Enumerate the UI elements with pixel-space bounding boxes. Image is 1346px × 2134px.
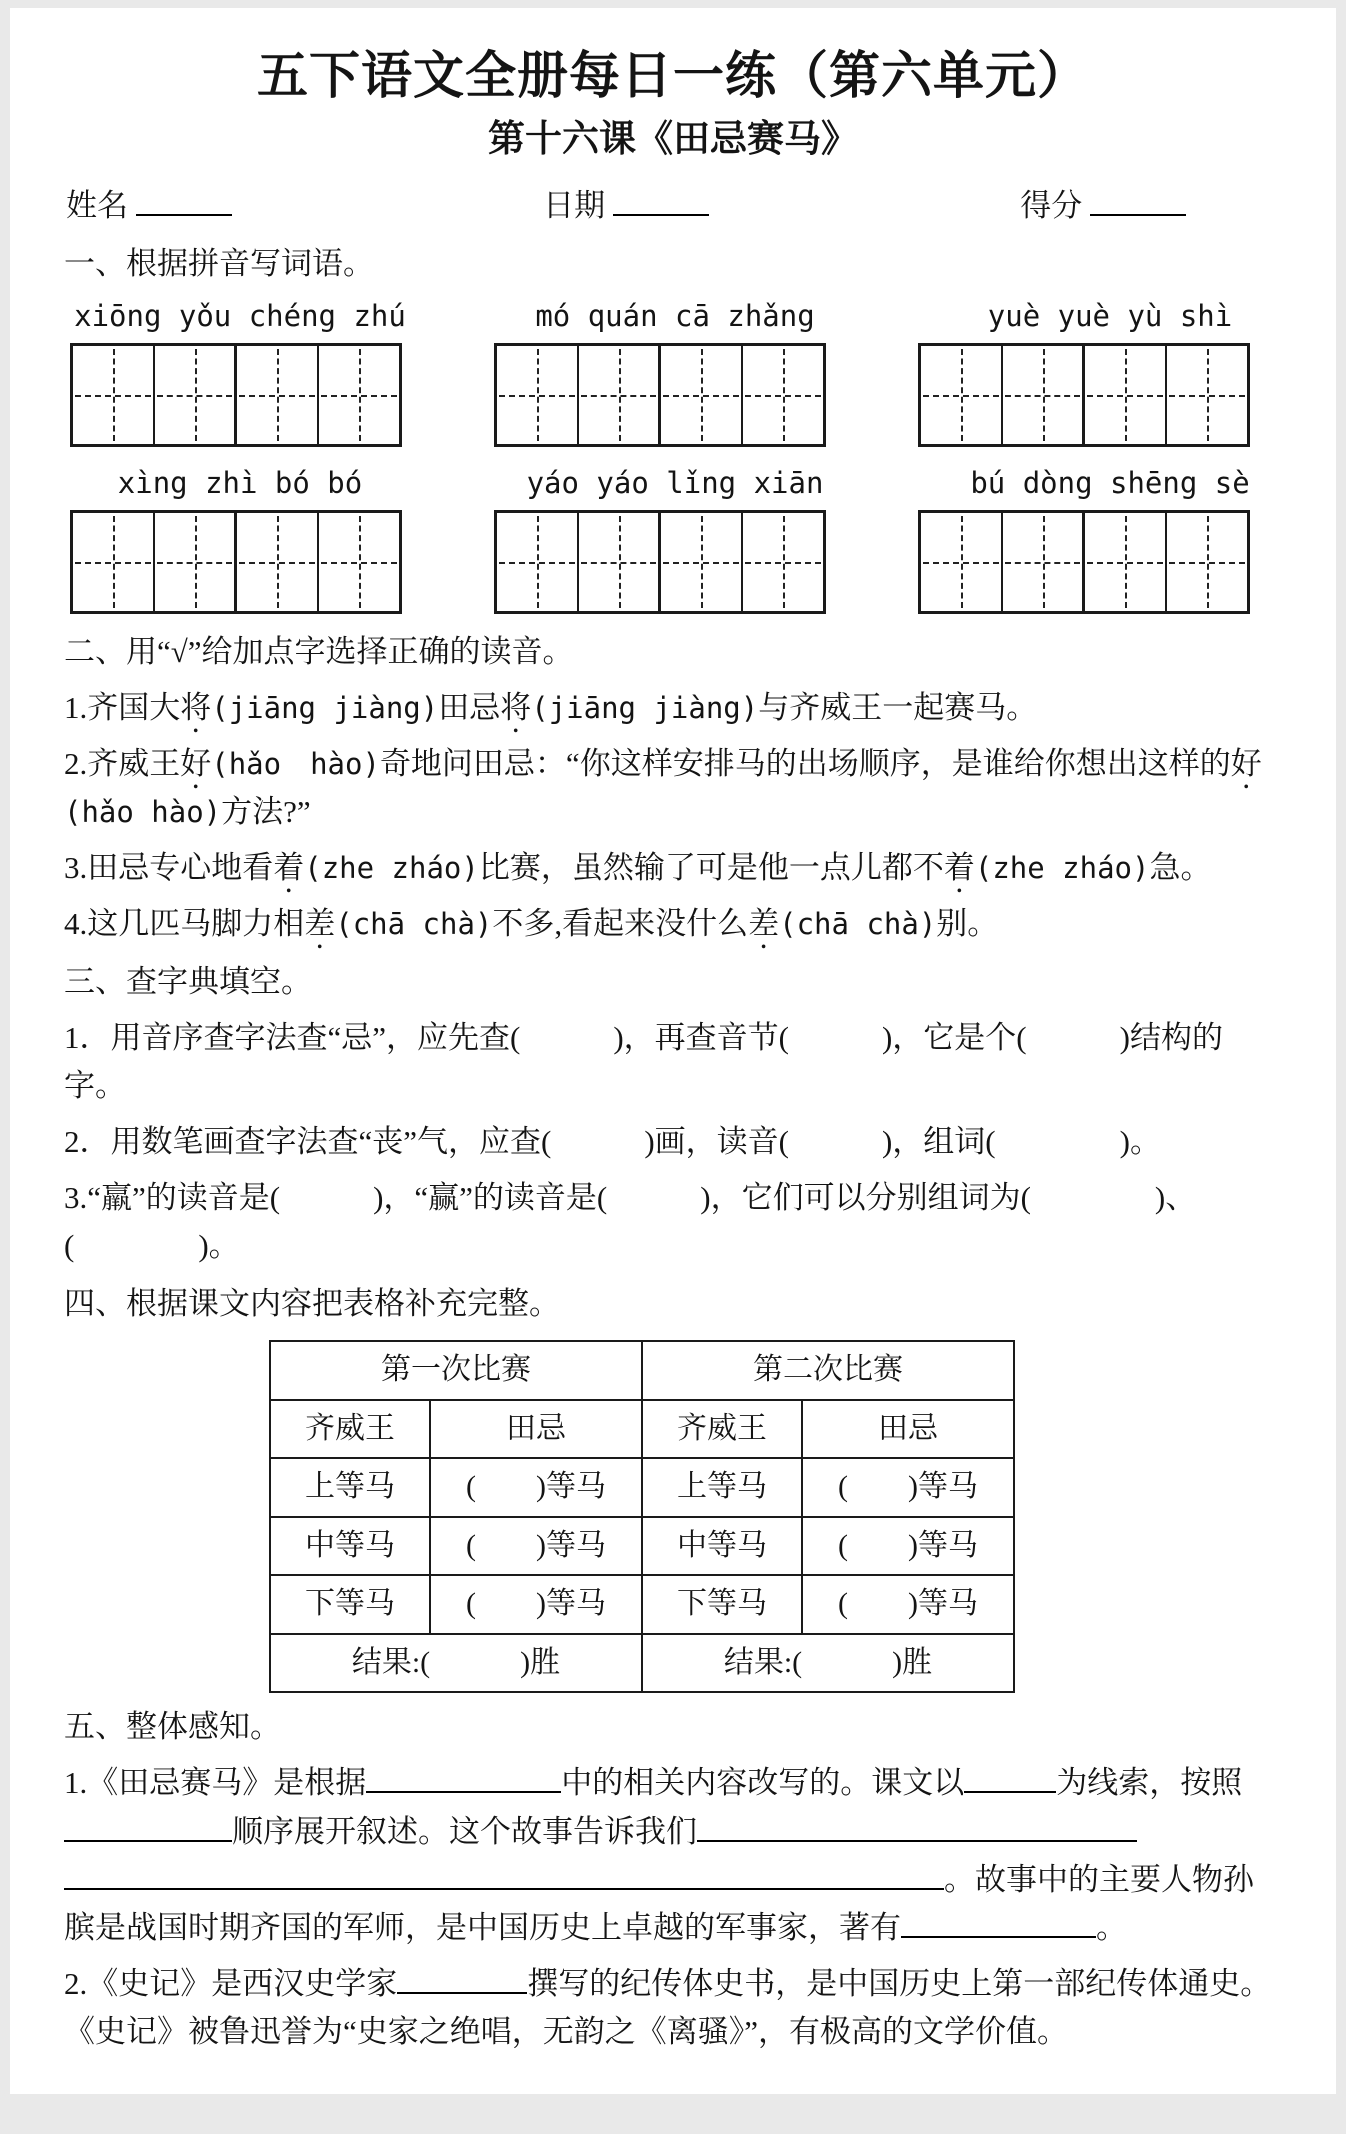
column-header-row bbox=[270, 1400, 1014, 1459]
pinyin-choice: (chā chà) bbox=[335, 907, 493, 942]
table-row bbox=[270, 1575, 1014, 1634]
worksheet-page bbox=[10, 8, 1336, 2094]
dictionary-item: 2．用数笔画查字法查“丧”气，应查( )画，读音( )，组词( )。 bbox=[64, 1124, 1161, 1160]
writing-grid-row bbox=[64, 510, 1282, 614]
writing-cell bbox=[496, 345, 578, 445]
result-row bbox=[270, 1634, 1014, 1693]
pinyin-choice: (zhe zháo) bbox=[304, 851, 479, 885]
blank-line bbox=[64, 1808, 232, 1842]
blank-line bbox=[366, 1760, 561, 1794]
horse-cell: ( )等马 bbox=[802, 1517, 1014, 1576]
section1-heading: 一、根据拼音写词语。 bbox=[64, 245, 374, 281]
writing-cell bbox=[742, 512, 824, 612]
writing-grid bbox=[494, 343, 826, 447]
writing-grid-row bbox=[64, 343, 1282, 447]
blank-line bbox=[697, 1808, 1137, 1842]
column-header-cell: 田忌 bbox=[802, 1400, 1014, 1459]
section-dictionary-body bbox=[64, 1014, 1282, 1270]
pinyin-row bbox=[64, 294, 1282, 339]
emphasized-char: 着 bbox=[273, 850, 305, 885]
pinyin-label: xiōng yǒu chéng zhú bbox=[74, 298, 406, 333]
horse-cell: 上等马 bbox=[270, 1458, 430, 1517]
section5-heading: 五、整体感知。 bbox=[64, 1709, 281, 1745]
text-run: 2.齐威王 bbox=[64, 745, 181, 781]
text-run: 田忌 bbox=[438, 689, 501, 725]
date-blank-line bbox=[613, 182, 709, 216]
writing-grid bbox=[70, 343, 402, 447]
pinyin-choice: (hǎo hào) bbox=[64, 794, 222, 829]
name-label: 姓名 bbox=[66, 187, 128, 223]
comprehension-item bbox=[64, 1960, 1282, 2056]
horse-cell: ( )等马 bbox=[430, 1517, 642, 1576]
name-blank-line bbox=[136, 182, 232, 216]
name-field bbox=[66, 182, 232, 230]
writing-cell bbox=[578, 345, 660, 445]
writing-cell bbox=[318, 345, 400, 445]
text-run: 2.《史记》是西汉史学家 bbox=[64, 1965, 398, 2001]
pinyin-choice: (chā chà) bbox=[779, 907, 937, 942]
text-run: 顺序展开叙述。这个故事告诉我们 bbox=[232, 1813, 697, 1849]
horse-cell: 上等马 bbox=[642, 1458, 802, 1517]
writing-cell bbox=[72, 345, 154, 445]
pronunciation-item bbox=[64, 900, 1282, 948]
writing-cell bbox=[1166, 345, 1248, 445]
race-header-cell: 第一次比赛 bbox=[270, 1341, 642, 1400]
pinyin-choice: (zhe zháo) bbox=[974, 851, 1150, 885]
blank-line bbox=[964, 1760, 1056, 1794]
text-run: 撰写的纪传体史书，是中国历史上第一部纪传体通史。《史记》被鲁迅誉为“史家之绝唱，无韵之《离骚》”，有极高的文学价值。 bbox=[64, 1965, 1272, 2049]
section-comprehension-body bbox=[64, 1759, 1282, 2055]
pinyin-label: bú dòng shēng sè bbox=[970, 465, 1250, 500]
section-pronunciation-body bbox=[64, 684, 1282, 948]
text-run: 。 bbox=[1096, 1909, 1127, 1945]
writing-grid bbox=[918, 510, 1250, 614]
text-run: 与齐威王一起赛马。 bbox=[758, 689, 1038, 725]
horse-cell: ( )等马 bbox=[802, 1458, 1014, 1517]
blank-line bbox=[64, 1856, 944, 1890]
text-run: 奇地问田忌：“你这样安排马的出场顺序，是谁给你想出这样的 bbox=[379, 745, 1231, 781]
pronunciation-item bbox=[64, 684, 1282, 732]
emphasized-char: 着 bbox=[943, 850, 975, 885]
section4-heading: 四、根据课文内容把表格补充完整。 bbox=[64, 1286, 560, 1322]
writing-cell bbox=[154, 512, 236, 612]
writing-cell bbox=[1166, 512, 1248, 612]
race-table bbox=[269, 1340, 1015, 1693]
pinyin-label: mó quán cā zhǎng bbox=[535, 298, 815, 333]
pinyin-label: xìng zhì bó bó bbox=[117, 465, 363, 500]
date-label: 日期 bbox=[543, 187, 606, 223]
pinyin-choice: (hǎo hào) bbox=[211, 746, 380, 781]
horse-cell: 下等马 bbox=[270, 1575, 430, 1634]
writing-grid bbox=[918, 343, 1250, 447]
text-run: 4.这几匹马脚力相 bbox=[64, 906, 305, 942]
writing-grid bbox=[494, 510, 826, 614]
horse-cell: ( )等马 bbox=[430, 1575, 642, 1634]
score-blank-line bbox=[1090, 182, 1186, 216]
horse-cell: 中等马 bbox=[642, 1517, 802, 1576]
text-run: 比赛，虽然输了可是他一点儿都不 bbox=[478, 850, 944, 885]
writing-cell bbox=[1002, 512, 1084, 612]
race-header-row bbox=[270, 1341, 1014, 1400]
writing-cell bbox=[236, 345, 318, 445]
score-label: 得分 bbox=[1020, 187, 1083, 223]
date-field bbox=[543, 182, 709, 230]
dictionary-item: 3.“羸”的读音是( )，“赢”的读音是( )，它们可以分别组词为( )、( )。 bbox=[64, 1180, 1197, 1264]
blank-line bbox=[901, 1904, 1096, 1938]
horse-cell: ( )等马 bbox=[430, 1458, 642, 1517]
writing-cell bbox=[318, 512, 400, 612]
emphasized-char: 将 bbox=[180, 689, 212, 725]
dictionary-item: 1．用音序查字法查“忌”，应先查( )，再查音节( )，它是个( )结构的字。 bbox=[64, 1020, 1223, 1104]
emphasized-char: 将 bbox=[500, 689, 532, 725]
pronunciation-item bbox=[64, 740, 1282, 836]
text-run: 。故事中的主要人物孙膑是战国时期齐国的军师，是中国历史上卓越的军事家，著有 bbox=[64, 1861, 1254, 1945]
writing-cell bbox=[742, 345, 824, 445]
comprehension-item bbox=[64, 1759, 1282, 1951]
pinyin-label: yáo yáo lǐng xiān bbox=[526, 465, 824, 500]
page-title: 五下语文全册每日一练（第六单元） bbox=[256, 49, 1089, 105]
writing-cell bbox=[72, 512, 154, 612]
table-row bbox=[270, 1517, 1014, 1576]
writing-cell bbox=[236, 512, 318, 612]
column-header-cell: 齐威王 bbox=[642, 1400, 802, 1459]
writing-cell bbox=[154, 345, 236, 445]
pinyin-label: yuè yuè yù shì bbox=[987, 298, 1233, 333]
section-pinyin-body bbox=[64, 294, 1282, 614]
writing-cell bbox=[1084, 512, 1166, 612]
text-run: 急。 bbox=[1149, 850, 1212, 885]
emphasized-char: 好 bbox=[180, 745, 212, 781]
emphasized-char: 差 bbox=[748, 906, 780, 942]
horse-cell: 中等马 bbox=[270, 1517, 430, 1576]
column-header-cell: 田忌 bbox=[430, 1400, 642, 1459]
result-cell: 结果:( )胜 bbox=[270, 1634, 642, 1693]
text-run: 3.田忌专心地看 bbox=[64, 850, 274, 885]
writing-grid bbox=[70, 510, 402, 614]
writing-cell bbox=[1002, 345, 1084, 445]
text-run: 中的相关内容改写的。课文以 bbox=[561, 1765, 965, 1801]
writing-cell bbox=[660, 345, 742, 445]
text-run: 1.《田忌赛马》是根据 bbox=[64, 1765, 367, 1801]
emphasized-char: 差 bbox=[304, 906, 336, 942]
writing-cell bbox=[660, 512, 742, 612]
text-run: 1.齐国大 bbox=[64, 689, 181, 725]
info-row bbox=[66, 182, 1276, 230]
section3-heading: 三、查字典填空。 bbox=[64, 964, 312, 1000]
horse-cell: 下等马 bbox=[642, 1575, 802, 1634]
column-header-cell: 齐威王 bbox=[270, 1400, 430, 1459]
table-row bbox=[270, 1458, 1014, 1517]
horse-cell: ( )等马 bbox=[802, 1575, 1014, 1634]
text-run: 方法?” bbox=[221, 793, 311, 829]
race-table-body bbox=[270, 1341, 1014, 1692]
score-field bbox=[1020, 182, 1186, 230]
pinyin-row bbox=[64, 461, 1282, 506]
pronunciation-item bbox=[64, 844, 1282, 892]
text-run: 不多,看起来没什么 bbox=[492, 906, 749, 942]
result-cell: 结果:( )胜 bbox=[642, 1634, 1014, 1693]
writing-cell bbox=[496, 512, 578, 612]
text-run: 别。 bbox=[936, 906, 999, 942]
pinyin-choice: (jiāng jiàng) bbox=[531, 690, 759, 725]
emphasized-char: 好 bbox=[1230, 745, 1262, 781]
writing-cell bbox=[920, 345, 1002, 445]
race-header-cell: 第二次比赛 bbox=[642, 1341, 1014, 1400]
blank-line bbox=[397, 1960, 527, 1994]
writing-cell bbox=[1084, 345, 1166, 445]
text-run: 为线索，按照 bbox=[1056, 1765, 1243, 1801]
writing-cell bbox=[578, 512, 660, 612]
pinyin-choice: (jiāng jiàng) bbox=[211, 690, 439, 725]
writing-cell bbox=[920, 512, 1002, 612]
section2-heading: 二、用“√”给加点字选择正确的读音。 bbox=[64, 633, 574, 669]
lesson-subtitle: 第十六课《田忌赛马》 bbox=[488, 118, 858, 160]
